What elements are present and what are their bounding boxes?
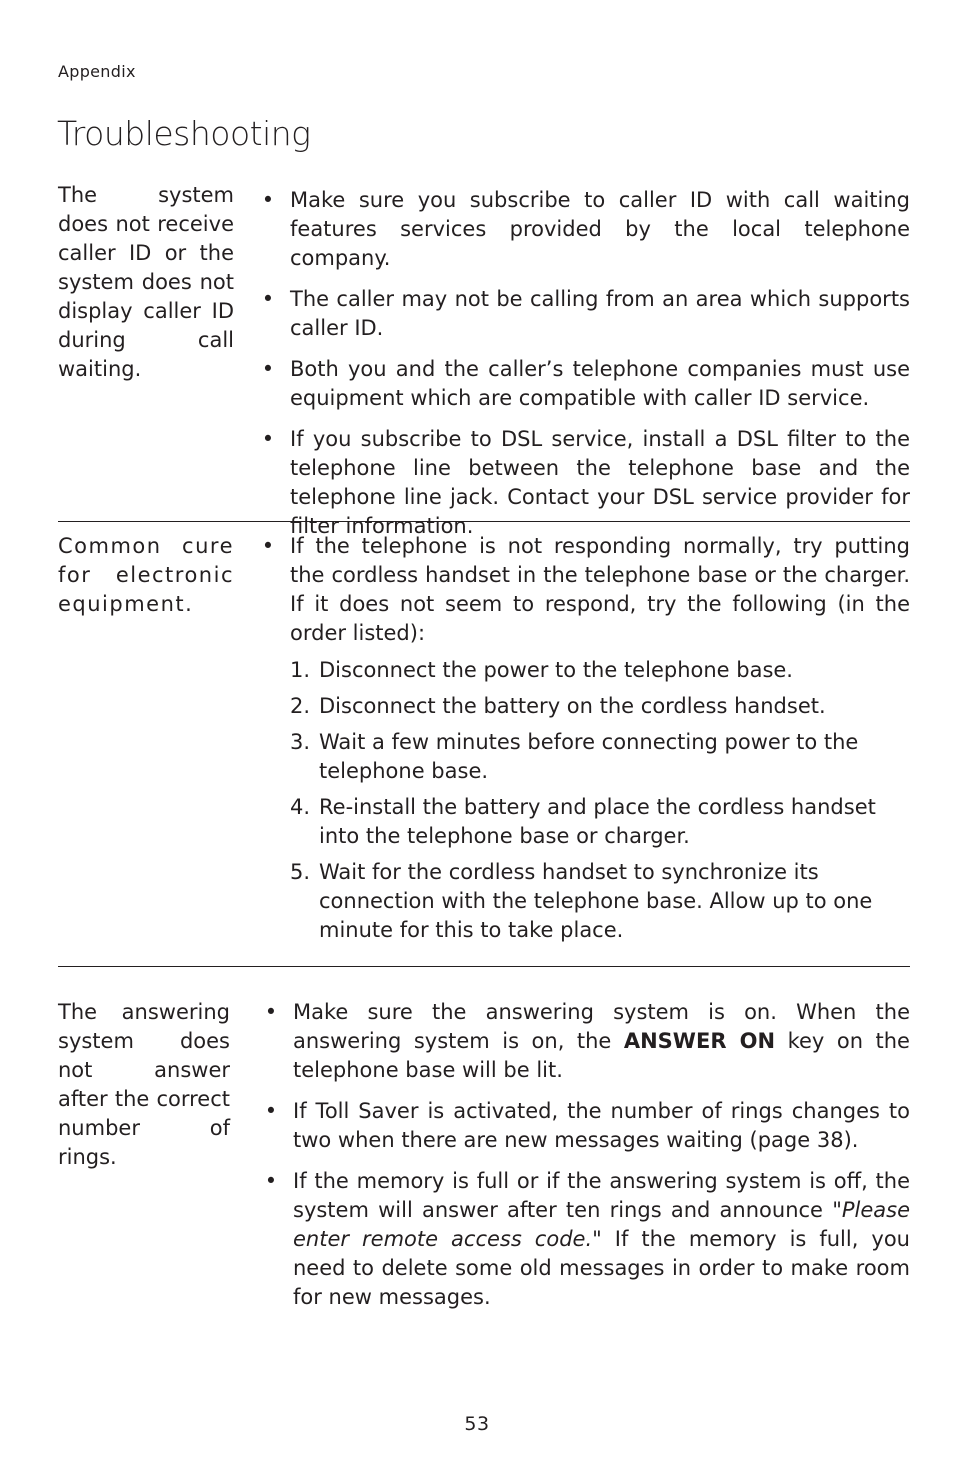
step-number: 3.	[290, 730, 311, 754]
solution-text: If you subscribe to DSL service, install a DSL filter to the telephone line between the telephone base and the telephone line jack. Contact your DSL service provider for filter information.	[290, 427, 910, 538]
step-text: Wait for the cordless handset to synchronize its connection with the telephone base. Allow up to one minute for this to take place.	[319, 860, 873, 942]
bullet-icon: •	[261, 427, 275, 451]
solution-text: Both you and the caller’s telephone companies must use equipment which are compatible with caller ID service.	[290, 357, 910, 410]
step-number: 5.	[290, 860, 311, 884]
issue-text: The answering system does not answer after the correct number of rings.	[58, 1000, 230, 1169]
numbered-step	[290, 728, 910, 786]
solution-list	[260, 532, 910, 952]
issue-text: Common cure for electronic equipment.	[58, 534, 234, 616]
answer-on-key-label: ANSWER ON	[623, 1029, 776, 1053]
solution-item	[260, 425, 910, 541]
bullet-icon: •	[261, 357, 275, 381]
row-divider	[58, 966, 910, 967]
row-divider	[58, 521, 910, 522]
bullet-icon: •	[261, 534, 275, 558]
page-number: 53	[464, 1413, 490, 1435]
solution-list	[263, 998, 910, 1312]
bullet-icon: •	[261, 287, 275, 311]
solution-text: The caller may not be calling from an area which supports caller ID.	[290, 287, 910, 340]
step-number: 2.	[290, 694, 311, 718]
step-text: Wait a few minutes before connecting power to the telephone base.	[319, 730, 859, 783]
bullet-icon: •	[261, 188, 275, 212]
bullet-icon: •	[264, 1000, 278, 1024]
solution-text: Make sure the answering system is on. When the answering system is on, the	[293, 1000, 910, 1053]
solution-text: If Toll Saver is activated, the number of rings changes to two when there are new messages waiting (page 38).	[293, 1099, 910, 1152]
bullet-icon: •	[264, 1169, 278, 1193]
step-number: 4.	[290, 795, 311, 819]
page-title: Troubleshooting	[57, 114, 311, 153]
numbered-steps	[290, 656, 910, 945]
solution-item	[260, 285, 910, 343]
solution-item	[263, 1167, 910, 1312]
solution-item	[260, 532, 910, 648]
bullet-icon: •	[264, 1099, 278, 1123]
numbered-step	[290, 656, 910, 685]
solution-text-continued: key on the telephone base will be lit.	[293, 1029, 910, 1082]
solution-text-continued: If the memory is full, you need to delete some old messages in order to make room for new messages.	[293, 1227, 910, 1309]
issue-text: The system does not receive caller ID or the system does not display caller ID during call waiting.	[58, 183, 234, 381]
announcement-quote: "Please enter remote access code."	[293, 1198, 910, 1251]
step-text: Disconnect the power to the telephone base.	[319, 658, 793, 682]
numbered-step	[290, 858, 910, 945]
step-text: Disconnect the battery on the cordless handset.	[319, 694, 826, 718]
numbered-step	[290, 692, 910, 721]
running-header: Appendix	[58, 62, 136, 81]
solution-text: If the memory is full or if the answering system is off, the system will answer after ten rings and announce	[293, 1169, 910, 1222]
step-text: Re-install the battery and place the cordless handset into the telephone base or charger.	[319, 795, 876, 848]
solution-list	[260, 186, 910, 541]
solution-item	[263, 998, 910, 1085]
solution-text: Make sure you subscribe to caller ID with call waiting features services provided by the local telephone company.	[290, 188, 910, 270]
solution-text: If the telephone is not responding normally, try putting the cordless handset in the telephone base or the charger. If it does not seem to respond, try the following (in the order listed):	[290, 534, 910, 645]
solution-item	[263, 1097, 910, 1155]
solution-item	[260, 355, 910, 413]
solution-item	[260, 186, 910, 273]
numbered-step	[290, 793, 910, 851]
step-number: 1.	[290, 658, 311, 682]
